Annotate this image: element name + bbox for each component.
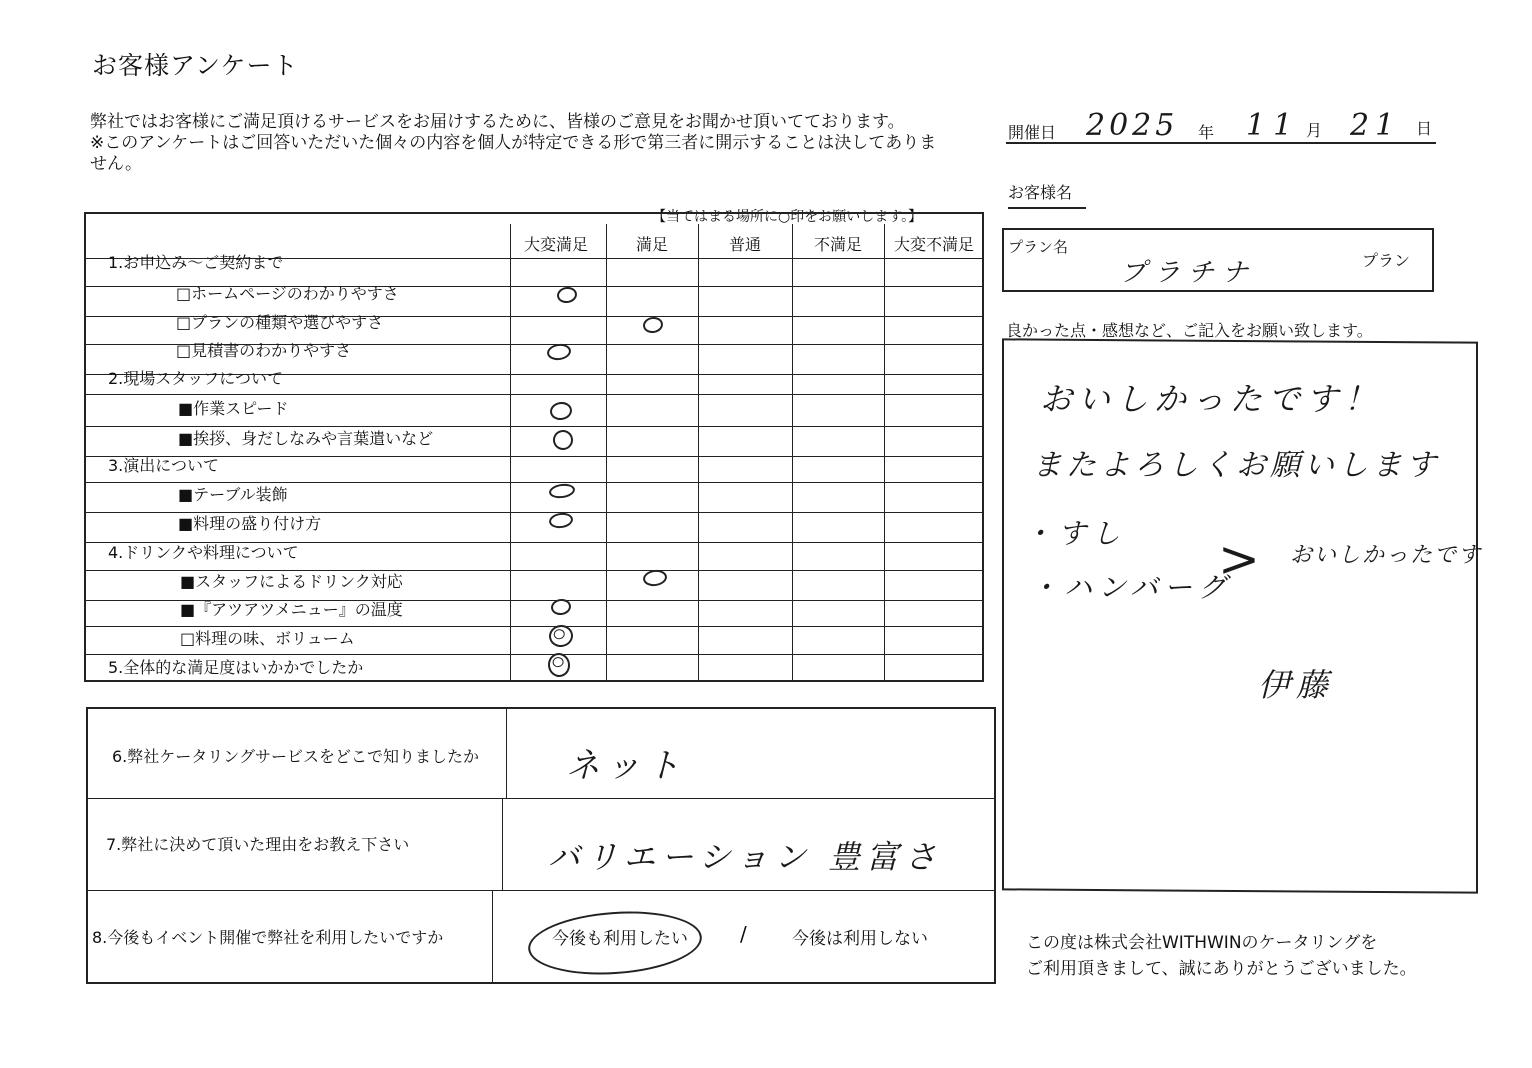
answer-q7: バリエーション 豊富さ xyxy=(548,838,943,876)
col-divider xyxy=(698,224,699,680)
rating-item-label: ■スタッフによるドリンク対応 xyxy=(180,572,403,591)
rating-item-label: □ホームページのわかりやすさ xyxy=(176,284,399,303)
option-will-use: 今後も利用したい xyxy=(552,929,688,949)
rating-item-label: ■テーブル装飾 xyxy=(178,485,288,504)
date-day-unit: 日 xyxy=(1416,119,1433,138)
comment-line: おいしかったです xyxy=(1290,543,1483,568)
row-divider xyxy=(86,456,982,457)
col-divider xyxy=(510,224,511,680)
date-month: 11 xyxy=(1246,108,1301,143)
col-header-dissatisfied: 不満足 xyxy=(813,235,862,254)
intro-line: 弊社ではお客様にご満足頂けるサービスをお届けするために、皆様のご意見をお聞かせ頂いてております。 xyxy=(90,112,905,132)
comments-box xyxy=(1002,338,1478,893)
rating-instruction: 【当てはまる場所に○印をお願いします。】 xyxy=(652,209,923,225)
question-q6: 6.弊社ケータリングサービスをどこで知りましたか xyxy=(112,747,479,766)
rating-item-label: ■作業スピード xyxy=(178,399,289,418)
date-year-unit: 年 xyxy=(1198,123,1215,142)
date-day: 21 xyxy=(1350,108,1401,143)
thanks-line: この度は株式会社WITHWINのケータリングを xyxy=(1026,933,1378,953)
customer-name-label: お客様名 xyxy=(1008,180,1086,209)
comment-line: またよろしくお願いします xyxy=(1032,448,1440,483)
comment-line: ・ハンバーグ xyxy=(1030,571,1233,604)
date-year: 2025 xyxy=(1086,108,1179,143)
thanks-line: ご利用頂きまして、誠にありがとうございました。 xyxy=(1026,959,1417,979)
row-divider xyxy=(88,890,994,891)
plan-value: プラチナ xyxy=(1120,258,1257,288)
rating-item-label: □料理の味、ボリューム xyxy=(180,629,355,648)
signature: 伊藤 xyxy=(1258,666,1335,704)
col-header-very-dissatisfied: 大変不満足 xyxy=(893,235,974,254)
col-divider xyxy=(606,224,607,680)
intro-text xyxy=(90,112,970,175)
col-header-neutral: 普通 xyxy=(728,235,761,254)
comment-bracket: > xyxy=(1218,530,1260,588)
question-q7: 7.弊社に決めて頂いた理由をお教え下さい xyxy=(106,835,410,854)
option-will-not-use: 今後は利用しない xyxy=(792,929,928,949)
comment-line: ・すし xyxy=(1024,517,1127,550)
plan-suffix: プラン xyxy=(1362,251,1411,270)
answer-q6: ネット xyxy=(566,746,686,786)
col-divider xyxy=(884,224,885,680)
intro-line: ※このアンケートはご回答いただいた個々の内容を個人が特定できる形で第三者に開示することは決してありま xyxy=(90,133,937,153)
intro-line: せん。 xyxy=(90,154,143,174)
section-heading: 5.全体的な満足度はいかかでしたか xyxy=(108,658,364,677)
comments-label: 良かった点・感想など、ご記入をお願い致します。 xyxy=(1006,321,1373,340)
page-title: お客様アンケート xyxy=(92,51,299,80)
question-q8: 8.今後もイベント開催で弊社を利用したいですか xyxy=(92,928,444,947)
section-heading: 4.ドリンクや料理について xyxy=(108,543,299,562)
section-heading: 1.お申込み～ご契約まで xyxy=(108,253,284,272)
thanks-message xyxy=(1026,930,1417,982)
row-divider xyxy=(88,798,994,799)
date-month-unit: 月 xyxy=(1306,121,1323,140)
col-header-satisfied: 満足 xyxy=(635,235,668,254)
rating-item-label: ■『アツアツメニュー』の温度 xyxy=(180,600,403,619)
col-header-very-satisfied: 大変満足 xyxy=(523,235,588,254)
section-heading: 2.現場スタッフについて xyxy=(108,369,283,388)
option-separator: / xyxy=(740,922,747,946)
row-divider xyxy=(86,394,982,395)
rating-item-label: □見積書のわかりやすさ xyxy=(176,341,352,360)
section-heading: 3.演出について xyxy=(108,456,219,475)
col-divider xyxy=(502,798,503,890)
col-divider xyxy=(492,890,493,982)
plan-label: プラン名 xyxy=(1008,238,1069,256)
comment-line: おいしかったです！ xyxy=(1040,380,1383,418)
col-divider xyxy=(792,224,793,680)
date-label: 開催日 xyxy=(1008,123,1057,142)
rating-item-label: □プランの種類や選びやすさ xyxy=(176,313,384,332)
col-divider xyxy=(506,709,507,798)
rating-item-label: ■挨拶、身だしなみや言葉遣いなど xyxy=(178,429,434,448)
rating-item-label: ■料理の盛り付け方 xyxy=(178,514,322,533)
